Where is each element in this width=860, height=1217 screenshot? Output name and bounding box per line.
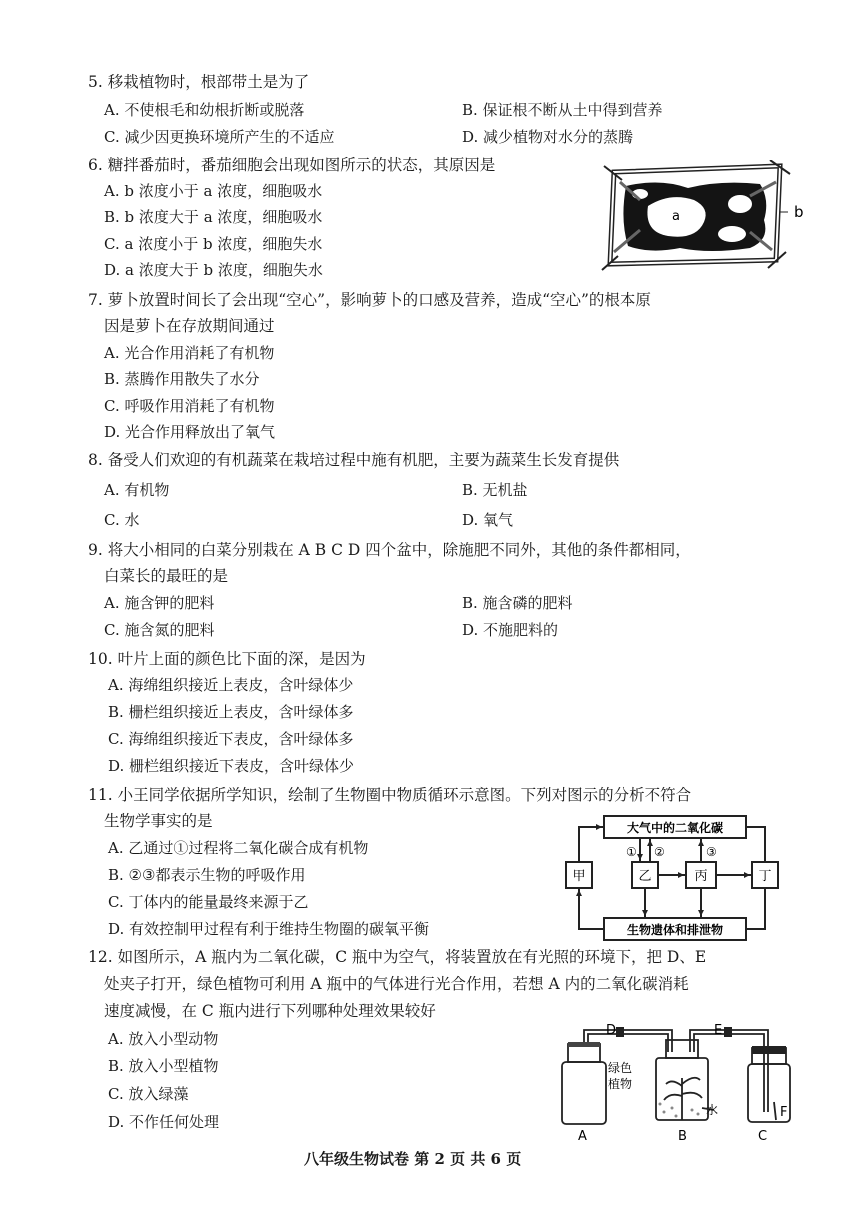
bottle-label-a: A [578, 1129, 587, 1144]
diagram-node-ding: 丁 [758, 869, 772, 884]
q8-option-a: A. 有机物 [104, 481, 170, 499]
q7-option-d: D. 光合作用释放出了氧气 [104, 423, 276, 441]
q10-stem: 10. 叶片上面的颜色比下面的深，是因为 [88, 650, 366, 668]
fig-label-a: a [672, 209, 680, 224]
plasmolysis-cell-figure [600, 160, 820, 272]
q11-option-a: A. 乙通过①过程将二氧化碳合成有机物 [108, 839, 369, 857]
q10-option-a: A. 海绵组织接近上表皮，含叶绿体少 [108, 676, 354, 694]
q10-option-b: B. 栅栏组织接近上表皮，含叶绿体多 [108, 703, 354, 721]
q6-option-a: A. b 浓度小于 a 浓度，细胞吸水 [104, 182, 323, 200]
q12-stem-line3: 速度减慢，在 C 瓶内进行下列哪种处理效果较好 [104, 1002, 436, 1020]
q9-option-a: A. 施含钾的肥料 [104, 594, 215, 612]
q10-option-c: C. 海绵组织接近下表皮，含叶绿体多 [108, 730, 354, 748]
q6-option-c: C. a 浓度小于 b 浓度，细胞失水 [104, 235, 323, 253]
q5-stem: 5. 移栽植物时，根部带土是为了 [88, 73, 310, 91]
q11-option-d: D. 有效控制甲过程有利于维持生物圈的碳氧平衡 [108, 920, 430, 938]
q12-stem-line2: 处夹子打开，绿色植物可利用 A 瓶中的气体进行光合作用，若想 A 内的二氧化碳消耗 [104, 975, 689, 993]
q8-stem: 8. 备受人们欢迎的有机蔬菜在栽培过程中施有机肥，主要为蔬菜生长发育提供 [88, 451, 620, 469]
q6-stem: 6. 糖拌番茄时，番茄细胞会出现如图所示的状态，其原因是 [88, 156, 496, 174]
clamp-label-d: D [606, 1023, 617, 1038]
q7-option-c: C. 呼吸作用消耗了有机物 [104, 397, 275, 415]
q7-stem-line2: 因是萝卜在存放期间通过 [104, 317, 275, 335]
q11-stem-line1: 11. 小王同学依据所学知识，绘制了生物圈中物质循环示意图。下列对图示的分析不符合 [88, 786, 692, 804]
q12-option-a: A. 放入小型动物 [108, 1030, 219, 1048]
diagram-process-1: ① [626, 845, 637, 859]
diagram-node-jia: 甲 [572, 869, 586, 884]
page-footer: 八年级生物试卷 第 2 页 共 6 页 [304, 1150, 522, 1168]
q5-option-d: D. 减少植物对水分的蒸腾 [462, 128, 634, 146]
q5-option-a: A. 不使根毛和幼根折断或脱落 [104, 101, 305, 119]
q9-stem-line1: 9. 将大小相同的白菜分别栽在 A B C D 四个盆中，除施肥不同外，其他的条件都相同， [88, 541, 691, 559]
bottles-apparatus-figure [548, 1022, 808, 1144]
bottle-label-b: B [678, 1129, 687, 1144]
q9-option-b: B. 施含磷的肥料 [462, 594, 573, 612]
q6-option-d: D. a 浓度大于 b 浓度，细胞失水 [104, 261, 323, 279]
q12-option-d: D. 不作任何处理 [108, 1113, 220, 1131]
plant-label-line1: 绿色 [608, 1061, 633, 1075]
bottle-label-c: C [758, 1129, 768, 1144]
q8-option-b: B. 无机盐 [462, 481, 528, 499]
q12-option-c: C. 放入绿藻 [108, 1085, 189, 1103]
tube-label-f: F [780, 1105, 788, 1120]
diagram-node-bing: 丙 [694, 869, 708, 884]
clamp-label-e: E [714, 1023, 723, 1038]
q9-option-c: C. 施含氮的肥料 [104, 621, 215, 639]
plant-label-line2: 植物 [608, 1077, 633, 1091]
q7-option-a: A. 光合作用消耗了有机物 [104, 344, 275, 362]
q7-option-b: B. 蒸腾作用散失了水分 [104, 370, 260, 388]
diagram-process-3: ③ [706, 845, 717, 859]
carbon-cycle-diagram [560, 812, 790, 947]
q9-option-d: D. 不施肥料的 [462, 621, 559, 639]
fig-label-b: b [794, 203, 804, 221]
q5-option-c: C. 减少因更换环境所产生的不适应 [104, 128, 335, 146]
q9-stem-line2: 白菜长的最旺的是 [104, 567, 229, 585]
q11-option-b: B. ②③都表示生物的呼吸作用 [108, 866, 306, 884]
q8-option-d: D. 氧气 [462, 511, 514, 529]
q12-option-b: B. 放入小型植物 [108, 1057, 219, 1075]
diagram-atmosphere-co2: 大气中的二氧化碳 [626, 821, 724, 835]
q7-stem-line1: 7. 萝卜放置时间长了会出现“空心”，影响萝卜的口感及营养，造成“空心”的根本原 [88, 291, 651, 309]
diagram-process-2: ② [654, 845, 665, 859]
q10-option-d: D. 栅栏组织接近下表皮，含叶绿体少 [108, 757, 355, 775]
q11-option-c: C. 丁体内的能量最终来源于乙 [108, 893, 309, 911]
diagram-remains-excreta: 生物遗体和排泄物 [626, 923, 724, 937]
diagram-node-yi: 乙 [638, 869, 652, 884]
q11-stem-line2: 生物学事实的是 [104, 812, 213, 830]
q8-option-c: C. 水 [104, 511, 140, 529]
q6-option-b: B. b 浓度大于 a 浓度，细胞吸水 [104, 208, 323, 226]
water-label: 水 [706, 1103, 719, 1117]
q12-stem-line1: 12. 如图所示，A 瓶内为二氧化碳，C 瓶中为空气，将装置放在有光照的环境下，把 D、E [88, 948, 707, 966]
q5-option-b: B. 保证根不断从土中得到营养 [462, 101, 663, 119]
